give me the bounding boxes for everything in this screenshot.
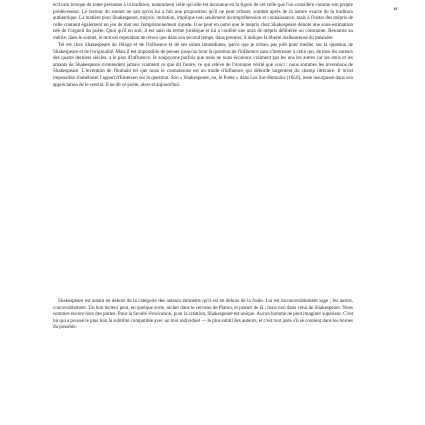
body-paragraph-1: écrivain lorsque de toute personne à la tradition, notamment celle qui elle est inconnue en la figure de cet celle que l'on considère comme son propre prédécesseur. Le lecteur du sonnet ne sait qu'on lui a fait une proposition qu'il ne peut refuser, sombre après de la nature exacte de la tradition authentique. La matière pour Shakespeare, mépris, imitation, implique non seulement incompréhension et connaissance, mais à l'instar des mépris de celle contient également un jeu de mot sur l'emprisonnement injuste. Il se peut en outre que le mépris chez Shakespeare dénote une sous-estimation née de l'orgueil du poète. Quoi qu'il en soit, il est saisi du terme juridique et lui a conféré une aura de mépris délibérée ou contrainte. Retourne au mérite, dans le sonnet, le mot est cependant de retour que dans son second temps, dans premier, il indique la liberté malheureuse du méandre. (53, 2, 353, 41)
quotation-block (53, 298, 353, 331)
main-text-block (53, 2, 353, 88)
margin-quote-mark: ” (393, 7, 399, 18)
body-paragraph-2: Tel est chez Shakespeare de l'éloge et de l'influence et de ses suites immédiates, parce que je n'étais pas prêt pour médier sur la question de Shakespeare et de l'originalité. Mais il est impossible de penser jusqu'au bout la question de l'influence sans s'intéresser à celui qui, de tous les auteurs des quatre derniers siècles, a le plus d'influence. Je soupçonne parfois que nous ne nous écoutons vraiment pas les uns les autres car les amis et les amants de Shakespeare n'entendent jamais vraiment ce que dit l'autre, ce qui relève de l'ironique vérité que voici : nous sommes les inventions de Shakespeare. L'invention de l'humain tel que nous le connaissons est un mode d'influence qui déborde largement du champ littéraire. Il m'est impossible d'améliorer l'apport d'Emerson sur la question. Son « Shakespeare, ou, le Poète » dans Les Sur-Humains (1850), reste insurpassé dans son appréciation de le central. Il ne dit ce poète, alors et aujourd'hui. (53, 41, 353, 88)
quotation-paragraph: Shakespeare est autant en dehors de la catégorie des auteurs éminents qu'il est en dehors de la foule. Lui est inconcevablement sage ; les autres, concevablement. Un bon lecteur peut, en quelque sorte, nicher dans le cerveau de Platon, et penser de là ; mais non dans celui de Shakespeare. Nous sommes encore hors des portes. Pour la faculté d'exécution, pour la création, Shakespeare est unique. Aucun homme ne peut imaginer supérieur. C'est lui qui a poussé le plus loin la subtilité compatible avec un moi individuel — le plus subtil des auteurs, et c'est tout juste s'il se contient dans les bornes du possible. (53, 298, 353, 331)
